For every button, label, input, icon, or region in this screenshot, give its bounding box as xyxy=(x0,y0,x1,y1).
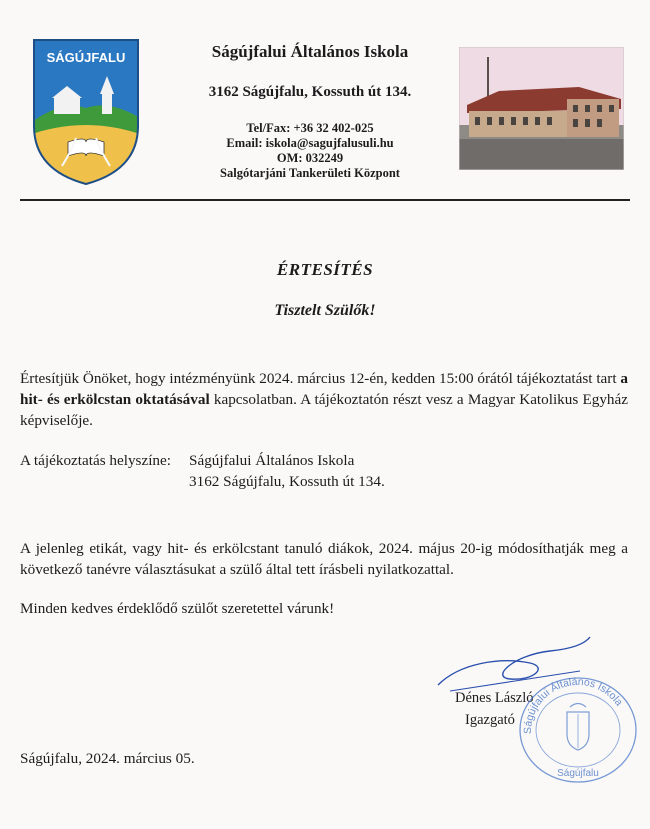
crest-label: SÁGÚJFALU xyxy=(46,50,126,65)
location-address: 3162 Ságújfalu, Kossuth út 134. xyxy=(189,473,385,490)
village-crest-logo xyxy=(32,38,140,186)
salutation: Tisztelt Szülők! xyxy=(274,302,376,319)
om-number: OM: 032249 xyxy=(276,151,344,165)
signatory-name: Dénes László xyxy=(455,690,534,706)
school-address: 3162 Ságújfalu, Kossuth út 134. xyxy=(208,84,412,100)
school-building-photo xyxy=(459,47,624,170)
p1-start: Értesítjük Önöket, hogy intézményünk 2024. március 12-én, kedden 15:00 órától tájékoztatást tart xyxy=(20,370,621,387)
coat-of-arms-icon xyxy=(567,704,589,751)
header-divider xyxy=(20,199,630,201)
contact-block xyxy=(160,121,460,181)
p1-end: kapcsolatban. A tájékoztatón részt vesz a Magyar Katolikus Egyház képviselője. xyxy=(20,391,628,429)
location-label: A tájékoztatás helyszíne: xyxy=(20,452,171,469)
notice-title: ÉRTESÍTÉS xyxy=(276,260,374,279)
paragraph-welcome: Minden kedves érdeklődő szülőt szeretettel várunk! xyxy=(20,600,335,617)
signatory-title: Igazgató xyxy=(465,712,515,728)
issue-date: Ságújfalu, 2024. március 05. xyxy=(20,750,195,767)
email: Email: iskola@sagujfalusuli.hu xyxy=(226,136,394,150)
stamp-ring-text: Ságújfalui Általános Iskola xyxy=(521,675,625,735)
school-name: Ságújfalui Általános Iskola xyxy=(211,42,409,61)
stamp-bottom-text: Ságújfalu xyxy=(557,768,599,779)
p1-bold: a hit- és erkölcstan oktatásával xyxy=(20,370,628,408)
paragraph-choice: A jelenleg etikát, vagy hit- és erkölcstant tanuló diákok, 2024. május 20-ig módosíthatják meg a következő tanévre választásukat a szülő által tett írásbeli nyilatkozattal. xyxy=(20,540,628,578)
location-name: Ságújfalui Általános Iskola xyxy=(189,452,355,469)
district-center: Salgótarjáni Tankerületi Központ xyxy=(220,166,400,180)
official-stamp xyxy=(515,672,640,784)
paragraph-meeting xyxy=(20,368,628,431)
telfax: Tel/Fax: +36 32 402-025 xyxy=(246,121,374,135)
